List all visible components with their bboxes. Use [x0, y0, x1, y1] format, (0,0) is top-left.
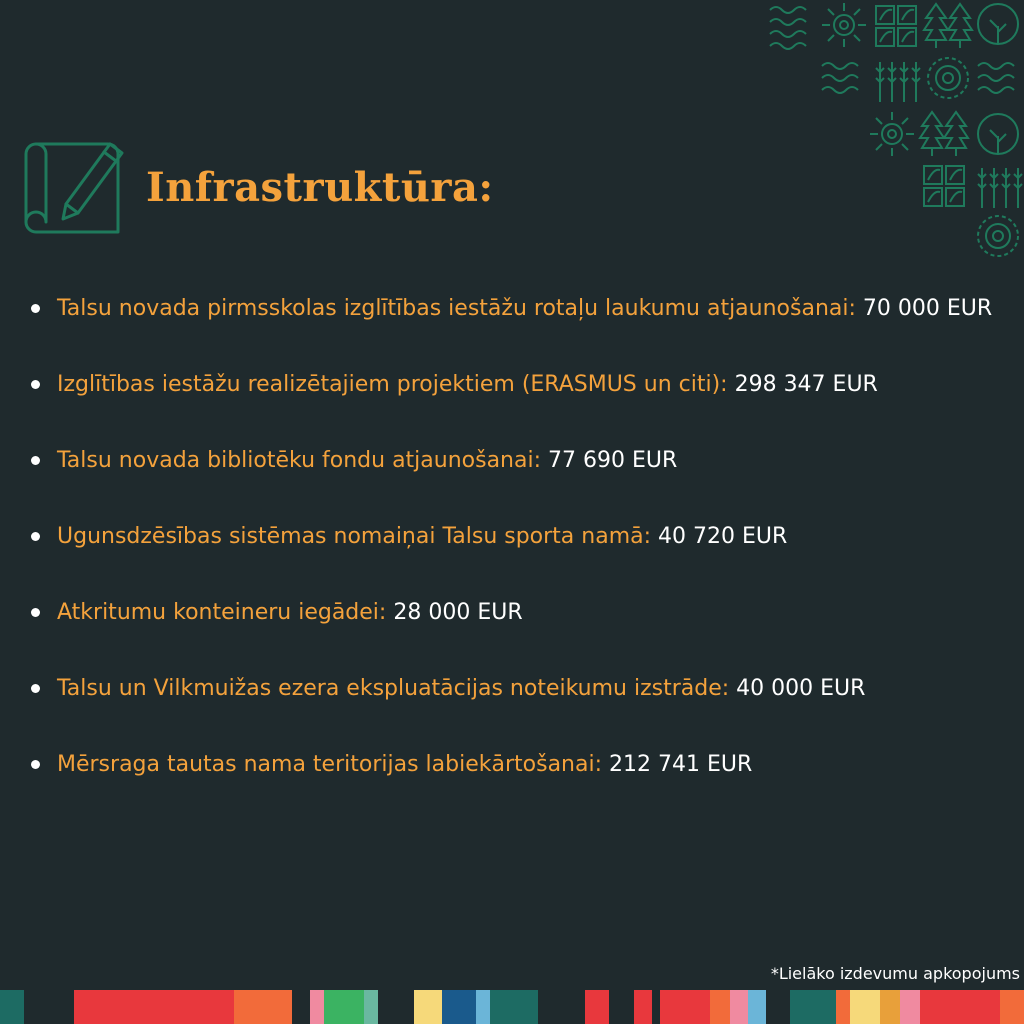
tree-icon — [920, 112, 968, 156]
item-value: 40 000 EUR — [736, 676, 866, 701]
list-item — [30, 670, 1004, 708]
sun-wreath-icon — [928, 58, 968, 98]
color-stripe — [0, 990, 1024, 1024]
sun-icon — [870, 112, 914, 156]
wheat-icon — [978, 168, 1022, 208]
waves-icon — [770, 7, 806, 49]
leaf-pattern-icon — [876, 6, 916, 46]
item-value: 298 347 EUR — [734, 372, 878, 397]
oak-tree-icon — [978, 4, 1018, 44]
list-item — [30, 518, 1004, 556]
blueprint-pencil-icon — [22, 138, 126, 242]
list-item — [30, 290, 1004, 328]
decorative-pattern — [766, 0, 1024, 262]
expense-list — [30, 290, 1004, 822]
sun-icon — [822, 3, 866, 47]
item-label: Talsu novada bibliotēku fondu atjaunošanai: — [57, 448, 542, 473]
page-title: Infrastruktūra: — [146, 164, 494, 211]
oak-tree-icon — [978, 114, 1018, 154]
sun-wreath-icon — [978, 216, 1018, 256]
leaf-pattern-icon — [924, 166, 964, 206]
item-value: 77 690 EUR — [548, 448, 678, 473]
item-value: 212 741 EUR — [609, 752, 753, 777]
item-label: Atkritumu konteineru iegādei: — [57, 600, 387, 625]
list-item — [30, 594, 1004, 632]
item-value: 70 000 EUR — [862, 296, 993, 321]
list-item — [30, 442, 1004, 480]
waves-icon — [978, 63, 1014, 93]
wheat-icon — [876, 62, 920, 102]
waves-icon — [822, 63, 858, 93]
item-value: 40 720 EUR — [658, 524, 788, 549]
item-label: Ugunsdzēsības sistēmas nomaiņai Talsu sporta namā: — [57, 524, 652, 549]
footnote: *Lielāko izdevumu apkopojums — [770, 964, 1020, 983]
item-label: Talsu novada pirmsskolas izglītības iestāžu rotaļu laukumu atjaunošanai: — [57, 296, 856, 321]
list-item — [30, 366, 1004, 404]
item-label: Mērsraga tautas nama teritorijas labiekārtošanai: — [57, 752, 602, 777]
item-value: 28 000 EUR — [393, 600, 523, 625]
list-item — [30, 746, 1004, 784]
item-label: Talsu un Vilkmuižas ezera ekspluatācijas noteikumu izstrāde: — [57, 676, 730, 701]
tree-icon — [924, 4, 972, 48]
item-label: Izglītības iestāžu realizētajiem projektiem (ERASMUS un citi): — [57, 372, 728, 397]
